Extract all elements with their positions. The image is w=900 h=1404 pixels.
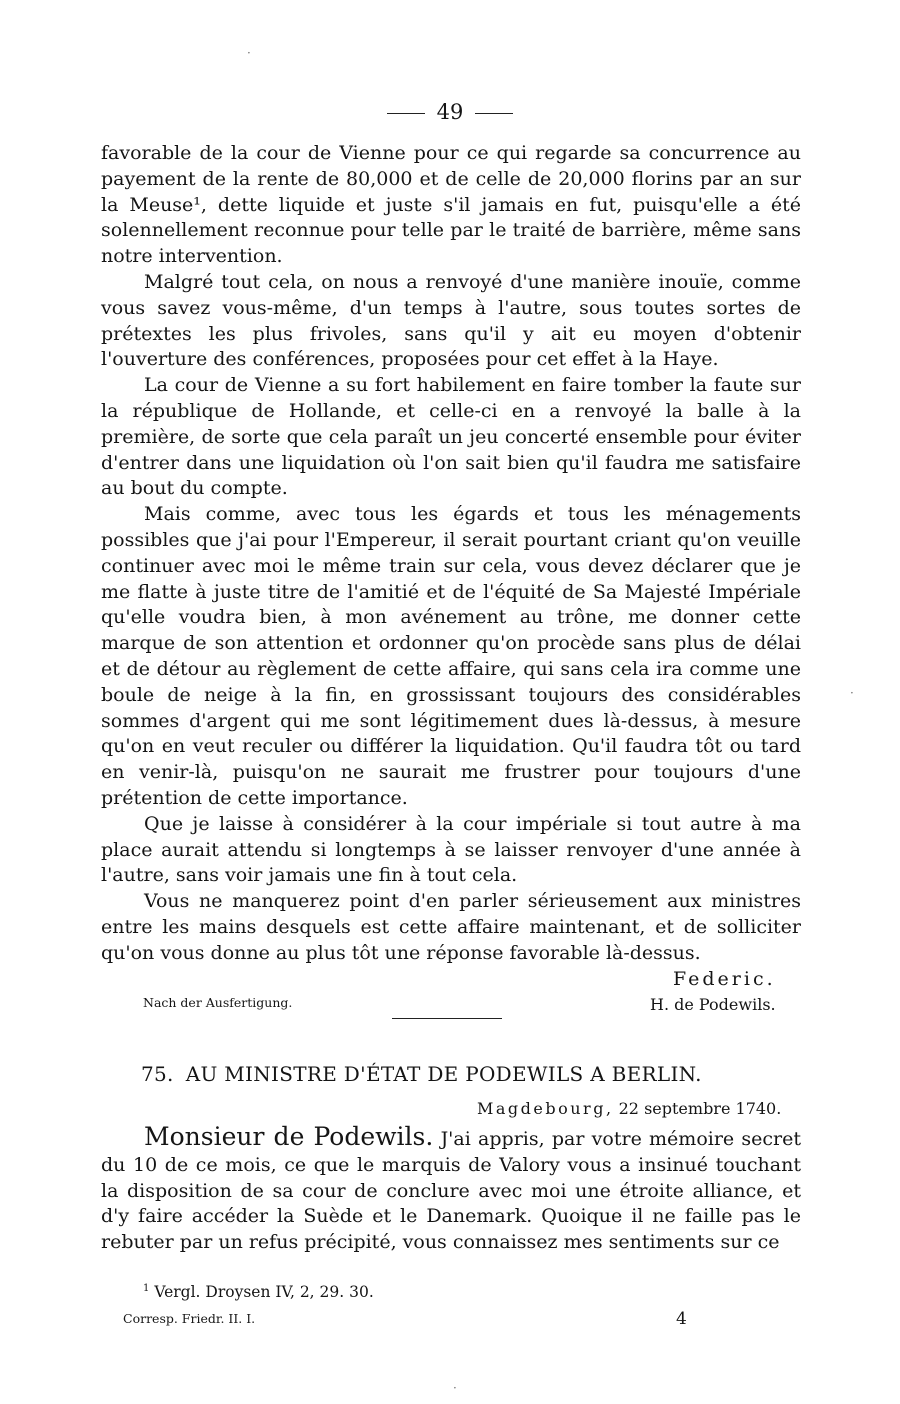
paragraph: Malgré tout cela, on nous a renvoyé d'une manière inouïe, comme vous savez vous-même, d'un temps à l'autre, sous toutes sortes de prétextes les plus frivoles, sans qu'il y ait eu moyen d'obtenir l'ouverture des conférences, proposées pour cet effet à la Haye. — [101, 270, 801, 371]
dateline — [477, 1099, 781, 1118]
page-number — [0, 100, 900, 124]
letter-salutation: Monsieur de Podewils. — [144, 1122, 434, 1151]
paragraph: Vous ne manquerez point d'en parler sérieusement aux ministres entre les mains desquels est cette affaire maintenant, et de solliciter qu'on vous donne au plus tôt une réponse favorable là-dessus. — [101, 890, 801, 964]
page-number-text: 49 — [436, 100, 464, 124]
section-divider — [392, 1018, 502, 1019]
letter-text — [101, 1124, 801, 1256]
paragraph: La cour de Vienne a su fort habilement en faire tomber la faute sur la république de Hollande, et celle-ci en a renvoyé la balle à la première, de sorte que cela paraît un jeu concerté ensemble pour éviter d'entrer dans une liquidation où l'on sait bien qu'il faudra me satisfaire au bout du compte. — [101, 374, 801, 500]
running-footer: Corresp. Friedr. II. I. — [123, 1311, 256, 1326]
source-note: Nach der Ausfertigung. — [143, 995, 293, 1010]
document-title: AU MINISTRE D'ÉTAT DE PODEWILS A BERLIN. — [185, 1062, 702, 1086]
letter-body: J'ai appris, par votre mémoire secret du 10 de ce mois, ce que le marquis de Valory vous a insinué touchant la disposition de sa cour de conclure avec moi une étroite alliance, et d'y faire accéder la Suède et le Danemark. Quoique il ne faille pas le rebuter par un refus précipité, vous connaissez mes sentiments sur ce — [101, 1128, 801, 1254]
document-heading — [141, 1062, 702, 1086]
scan-speck: · — [850, 686, 854, 700]
signature-federic: Federic. — [673, 968, 776, 990]
page-number-rule-right — [475, 113, 513, 114]
signature-podewils: H. de Podewils. — [650, 995, 776, 1014]
paragraph: Que je laisse à considérer à la cour impériale si tout autre à ma place aurait attendu si longtemps à se laisser renvoyer d'une année à l'autre, sans voir jamais une fin à tout cela. — [101, 812, 801, 887]
letter-paragraph — [101, 1124, 801, 1256]
dateline-place: Magdebourg, — [477, 1099, 614, 1118]
footnote-text: Vergl. Droysen IV, 2, 29. 30. — [154, 1283, 374, 1302]
dateline-date: 22 septembre 1740. — [618, 1099, 782, 1118]
scan-speck: · — [453, 1381, 457, 1395]
page-number-rule-left — [387, 113, 425, 114]
paragraph-continuation: favorable de la cour de Vienne pour ce qui regarde sa concurrence au payement de la rente de 80,000 et de celle de 20,000 florins par an sur la Meuse¹, dette liquide et juste s'il jamais en fut, puisqu'elle a été solennellement reconnue pour telle par le traité de barrière, même sans notre intervention. — [101, 142, 801, 268]
body-text — [101, 141, 801, 967]
document-number: 75. — [141, 1062, 174, 1086]
paragraph: Mais comme, avec tous les égards et tous les ménagements possibles que j'ai pour l'Empereur, il serait pourtant criant qu'on veuille continuer avec moi le même train sur cela, vous devez déclarer que je me flatte à juste titre de l'amitié et de l'équité de Sa Majesté Impériale qu'elle voudra bien, à mon avénement au trône, me donner cette marque de son attention et ordonner qu'on procède sans plus de délai et de détour au règlement de cette affaire, qui sans cela ira comme une boule de neige à la fin, en grossissant toujours des considérables sommes d'argent qui me sont légitimement dues là-dessus, à mesure qu'on en veut reculer ou différer la liquidation. Qu'il faudra tôt ou tard en venir-là, puisqu'on ne saurait me frustrer pour toujours d'une prétention de cette importance. — [101, 503, 801, 809]
footnote — [143, 1283, 374, 1301]
footnote-marker: 1 — [143, 1283, 150, 1294]
scan-speck: · — [247, 46, 251, 60]
sheet-number: 4 — [676, 1309, 687, 1329]
